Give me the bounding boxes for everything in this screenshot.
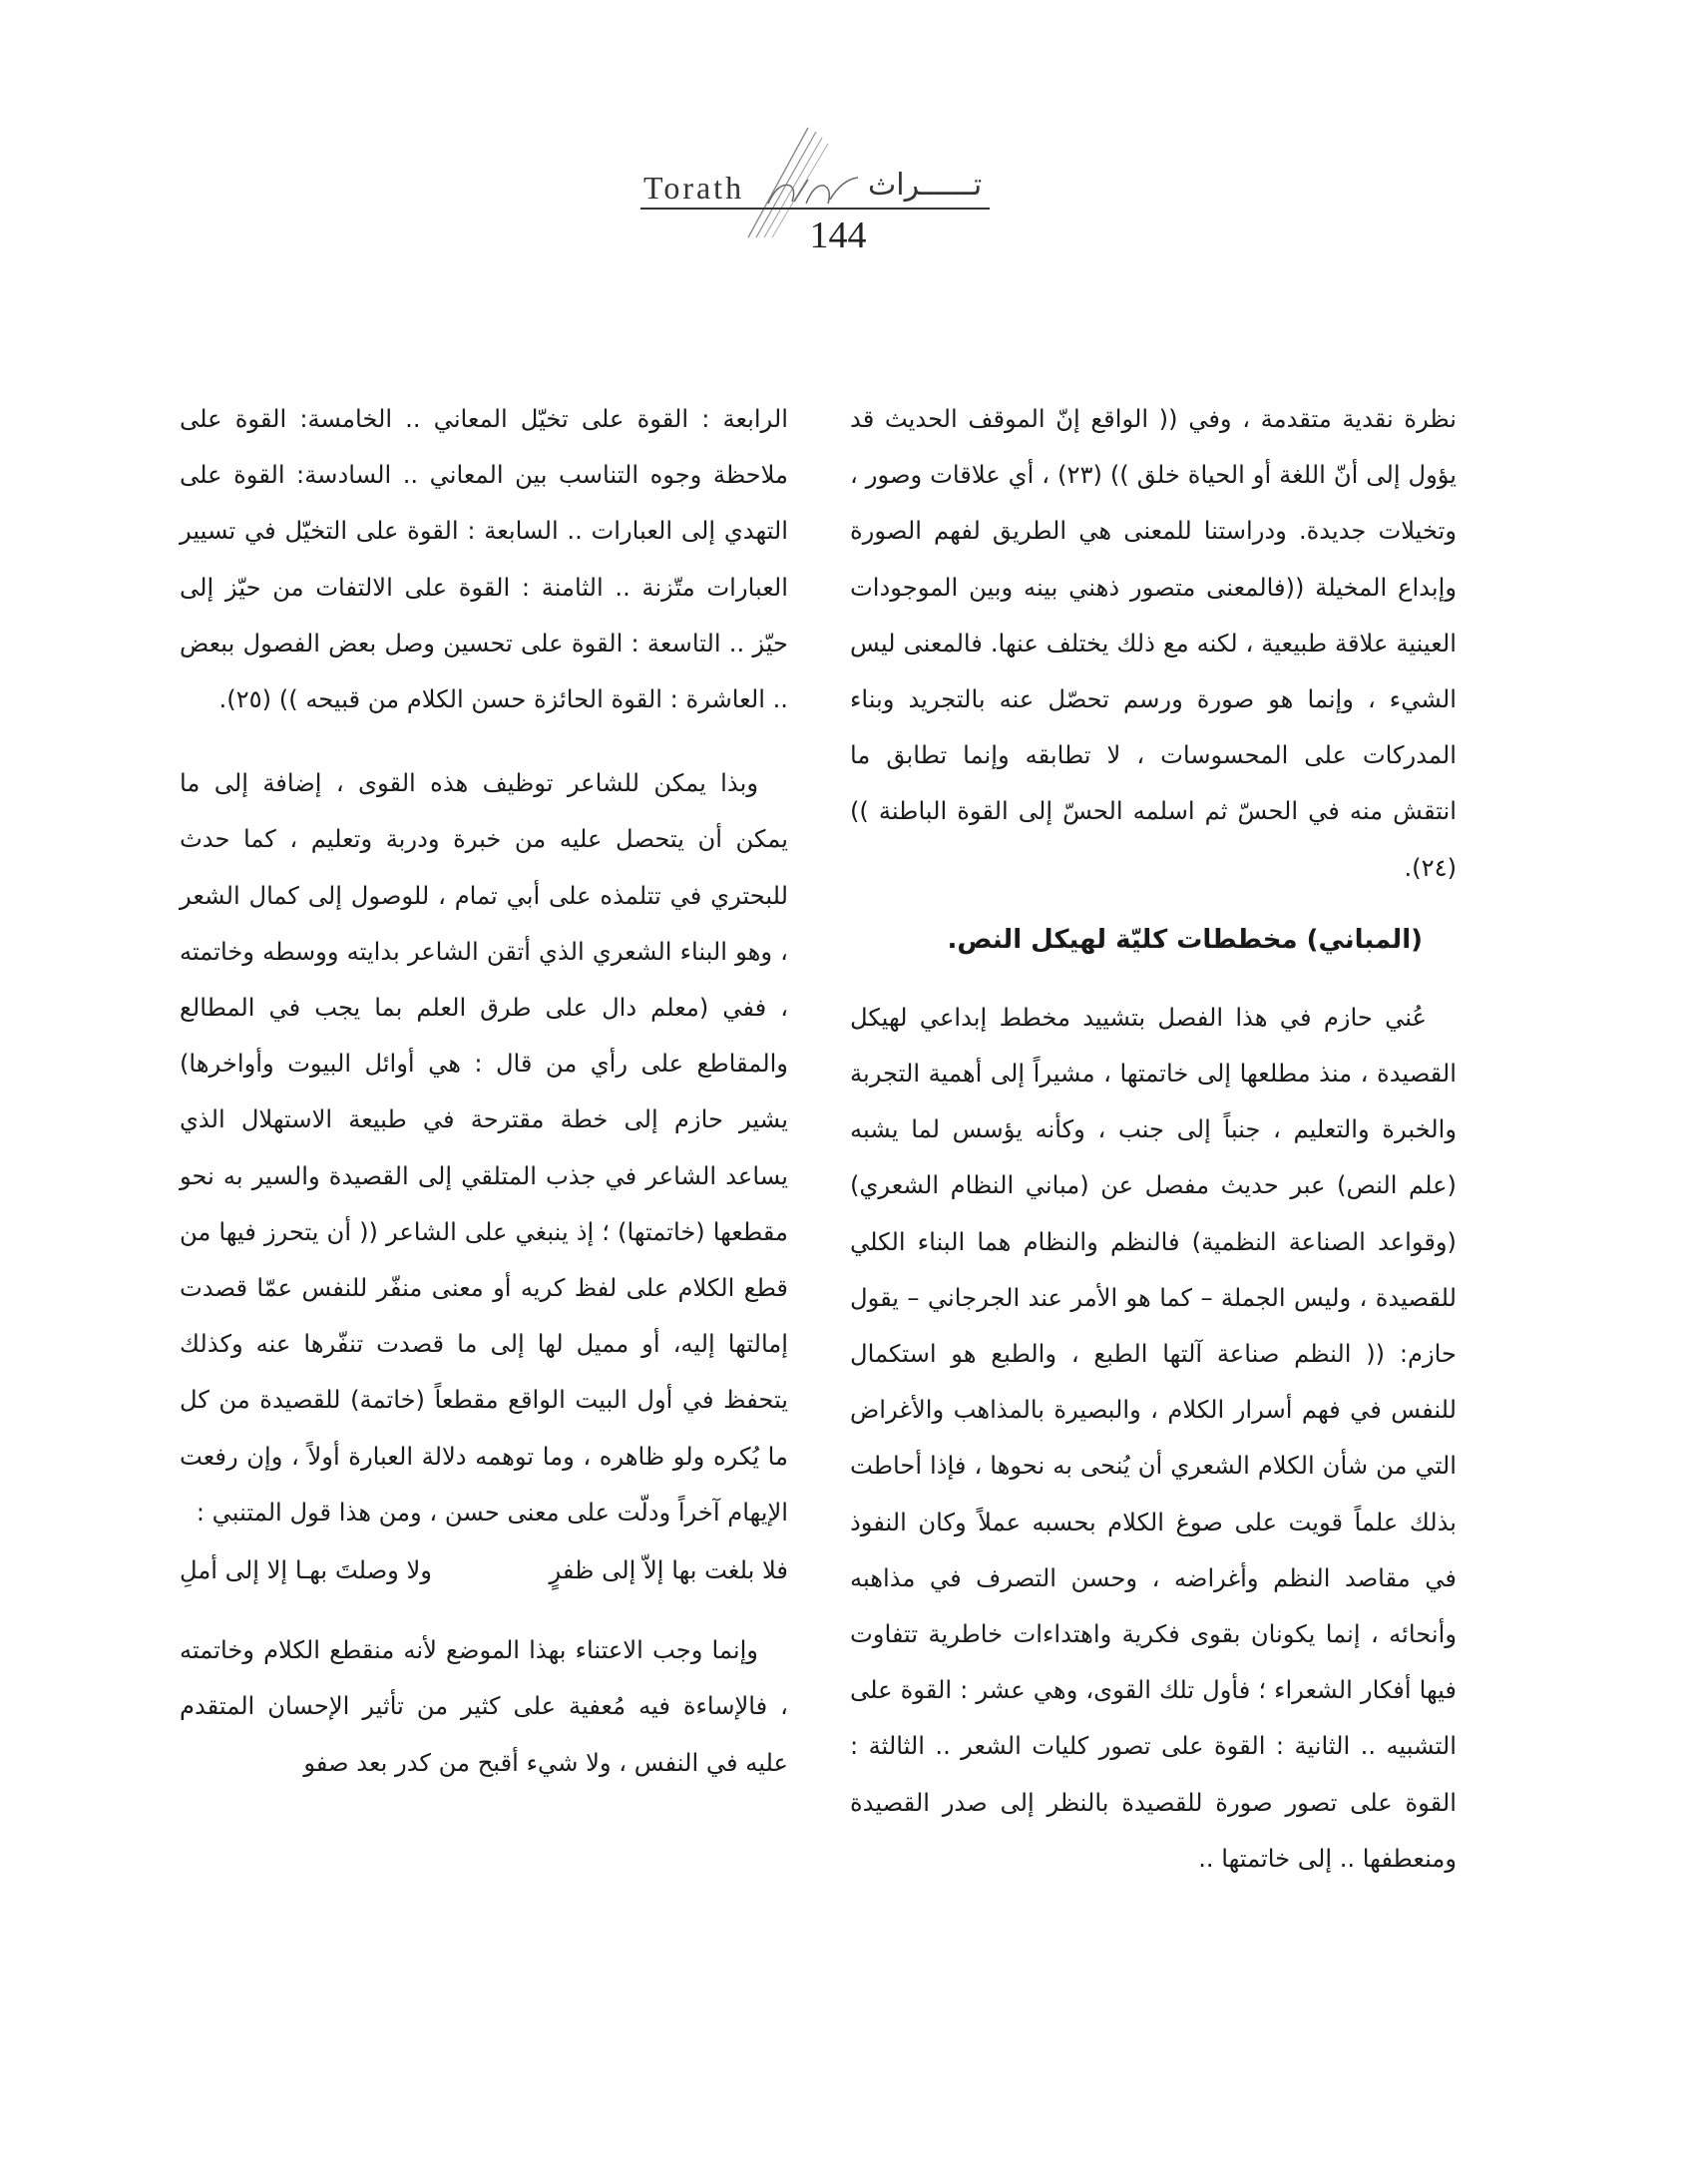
paragraph-gap [180, 727, 788, 755]
journal-title-latin: Torath [643, 170, 745, 206]
journal-title-arabic: تــــــراث [868, 168, 983, 203]
right-column [850, 391, 1457, 1887]
poetry-verse [180, 1542, 788, 1598]
header-rule [640, 208, 990, 210]
page-header [0, 0, 1682, 259]
left-column [180, 391, 788, 1791]
right-paragraph-1: نظرة نقدية متقدمة ، وفي (( الواقع إنّ الموقف الحديث قد يؤول إلى أنّ اللغة أو الحياة خلق )) (٢٣) ، أي علاقات وصور ، وتخيلات جديدة. ودراستنا للمعنى هي الطريق لفهم الصورة وإبداع المخيلة ((فالمعنى متصور ذهني بينه وبين الموجودات العينية علاقة طبيعية ، لكنه مع ذلك يختلف عنها. فالمعنى ليس الشيء ، وإنما هو صورة ورسم تحصّل عنه بالتجريد وبناء المدركات على المحسوسات ، لا تطابقه وإنما تطابق ما انتقش منه في الحسّ ثم اسلمه الحسّ إلى القوة الباطنة )) (٢٤). [850, 405, 1458, 882]
section-title: (المباني) مخططات كليّة لهيكل النص. [947, 924, 1423, 955]
page-number: 144 [809, 215, 867, 256]
left-paragraph-3: وإنما وجب الاعتناء بهذا الموضع لأنه منقطع الكلام وخاتمته ، فالإساءة فيه مُعفية على كثير من تأثير الإحسان المتقدم عليه في النفس ، ولا شيء أقبح من كدر بعد صفو [180, 1636, 788, 1777]
left-paragraph-1: الرابعة : القوة على تخيّل المعاني .. الخامسة: القوة على ملاحظة وجوه التناسب بين المعاني .. السادسة: القوة على التهدي إلى العبارات .. السابعة : القوة على التخيّل في تسيير العبارات متّزنة .. الثامنة : القوة على الالتفات من حيّز إلى حيّز .. التاسعة : القوة على تحسين وصل بعض الفصول ببعض .. العاشرة : القوة الحائزة حسن الكلام من قبيحه )) (٢٥). [180, 405, 788, 714]
verse-first-hemistich: فلا بلغت بها إلاّ إلى ظفرٍ [549, 1556, 788, 1585]
left-paragraph-2: وبذا يمكن للشاعر توظيف هذه القوى ، إضافة إلى ما يمكن أن يتحصل عليه من خبرة ودربة وتعليم ، كما حدث للبحتري في تتلمذه على أبي تمام ، للوصول إلى كمال الشعر ، وهو البناء الشعري الذي أتقن الشاعر بدايته ووسطه وخاتمته ، ففي (معلم دال على طرق العلم بما يجب في المطالع والمقاطع على رأي من قال : هي أوائل البيوت وأواخرها) يشير حازم إلى خطة مقترحة في طبيعة الاستهلال الذي يساعد الشاعر في جذب المتلقي إلى القصيدة والسير به نحو مقطعها (خاتمتها) ؛ إذ ينبغي على الشاعر (( أن يتحرز فيها من قطع الكلام على لفظ كريه أو معنى منفّر للنفس عمّا قصدت إمالتها إليه، أو مميل لها إلى ما قصدت تنفّرها عنه وكذلك يتحفظ في أول البيت الواقع مقطعاً (خاتمة) للقصيدة من كل ما يُكره ولو ظاهره ، وما توهمه دلالة العبارة أولاً ، وإن رفعت الإيهام آخراً ودلّت على معنى حسن ، ومن هذا قول المتنبي : [180, 769, 788, 1527]
right-paragraph-2: عُني حازم في هذا الفصل بتشييد مخطط إبداعي لهيكل القصيدة ، منذ مطلعها إلى خاتمتها ، مشيراً إلى أهمية التجربة والخبرة والتعليم ، جنباً إلى جنب ، وكأنه يؤسس لما يشبه (علم النص) عبر حديث مفصل عن (مباني النظام الشعري) (وقواعد الصناعة النظمية) فالنظم والنظام هما البناء الكلي للقصيدة ، وليس الجملة – كما هو الأمر عند الجرجاني – يقول حازم: (( النظم صناعة آلتها الطبع ، والطبع هو استكمال للنفس في فهم أسرار الكلام ، والبصيرة بالمذاهب والأغراض التي من شأن الكلام الشعري أن يُنحى به نحوها ، فإذا أحاطت بذلك علماً قويت على صوغ الكلام بحسبه عملاً وكان النفوذ في مقاصد النظم وأغراضه ، وحسن التصرف في مذاهبه وأنحائه ، إنما يكونان بقوى فكرية واهتداءات خاطرية تتفاوت فيها أفكار الشعراء ؛ فأول تلك القوى، وهي عشر : القوة على التشبيه .. الثانية : القوة على تصور كليات الشعر .. الثالثة : القوة على تصور صورة للقصيدة بالنظر إلى صدر القصيدة ومنعطفها .. إلى خاتمتها .. [850, 1003, 1457, 1873]
verse-second-hemistich: ولا وصلتَ بهـا إلا إلى أملِ [180, 1556, 432, 1585]
